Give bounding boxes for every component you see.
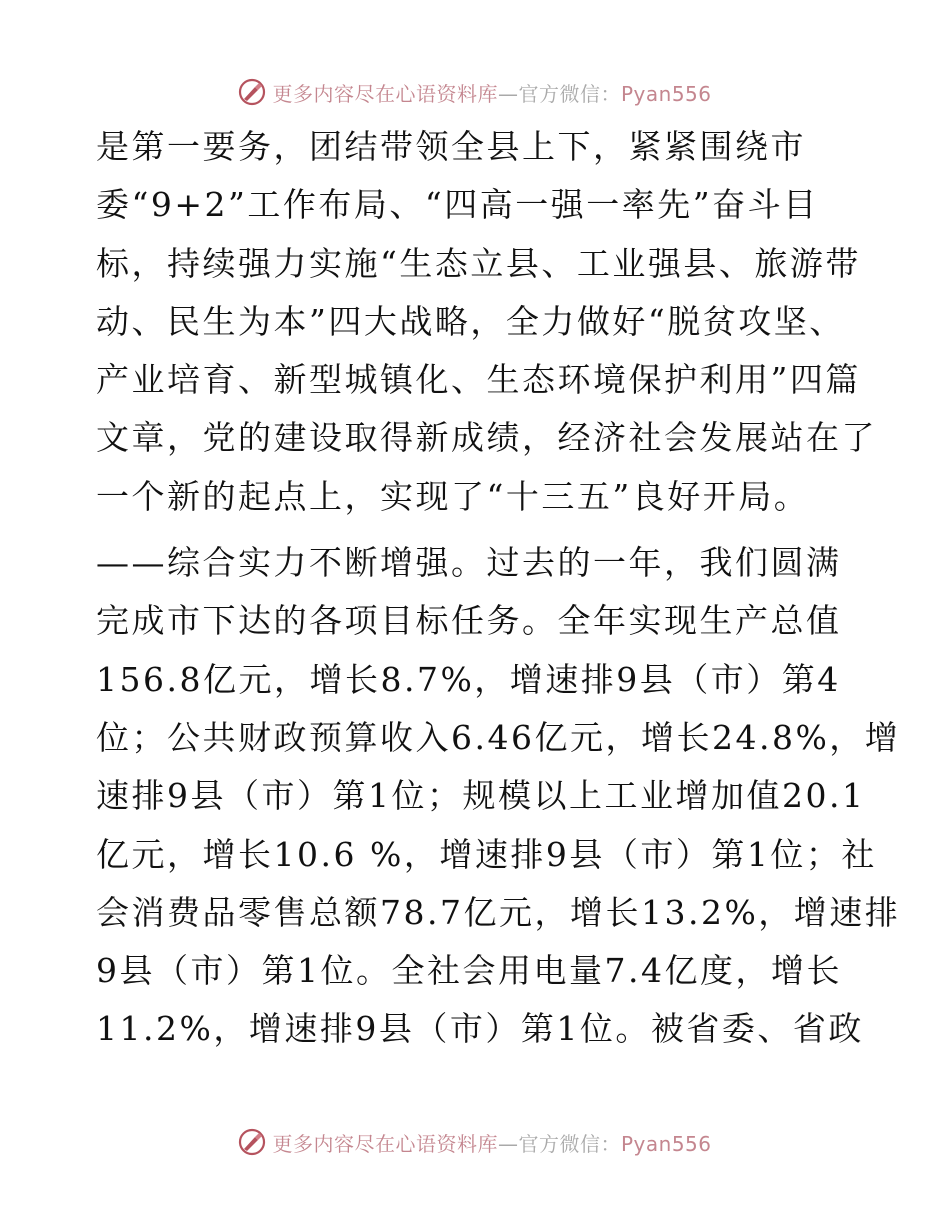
text-line: 委“9+2”工作布局、“四高一强一率先”奋斗目 [96,185,819,225]
text-line: 亿元，增长10.6 %，增速排9县（市）第1位；社 [96,834,877,874]
watermark-text [272,78,711,107]
text-line: 会消费品零售总额78.7亿元，增长13.2%，增速排 [96,892,901,932]
pen-logo-icon [238,1128,266,1156]
text-line: 标，持续强力实施“生态立县、工业强县、旅游带 [96,243,861,283]
text-line: 156.8亿元，增长8.7%，增速排9县（市）第4 [96,659,841,699]
text-line: 是第一要务，团结带领全县上下，紧紧围绕市 [96,127,806,166]
text-line: ——综合实力不断增强。过去的一年，我们圆满 [96,543,842,583]
watermark-label: 官方微信： [518,1131,621,1156]
paragraph [96,118,877,526]
watermark-separator: — [497,1131,519,1156]
text-line: 11.2%，增速排9县（市）第1位。被省委、省政 [96,1009,864,1049]
text-line: 动、民生为本”四大战略，全力做好“脱贫攻坚、 [96,301,845,341]
watermark-label: 官方微信： [518,81,621,106]
footer-watermark [0,1122,950,1162]
watermark-text [272,1128,711,1157]
text-line: 完成市下达的各项目标任务。全年实现生产总值 [96,601,842,641]
text-line: 文章，党的建设取得新成绩，经济社会发展站在了 [96,418,877,458]
text-line: 9县（市）第1位。全社会用电量7.4亿度，增长 [96,951,842,991]
text-line: 产业培育、新型城镇化、生态环境保护利用”四篇 [96,360,861,400]
text-line: 速排9县（市）第1位；规模以上工业增加值20.1 [96,776,866,816]
pen-logo-icon [238,78,266,106]
header-watermark [0,72,950,112]
watermark-brand: 更多内容尽在心语资料库 [272,81,498,106]
watermark-brand: 更多内容尽在心语资料库 [272,1131,498,1156]
watermark-account: Pyan556 [620,81,712,106]
paragraph [96,534,901,1059]
text-line: 位；公共财政预算收入6.46亿元，增长24.8%，增 [96,717,901,757]
document-body [96,118,901,1059]
text-line: 一个新的起点上，实现了“十三五”良好开局。 [96,476,810,516]
watermark-separator: — [497,81,519,106]
watermark-account: Pyan556 [620,1131,712,1156]
